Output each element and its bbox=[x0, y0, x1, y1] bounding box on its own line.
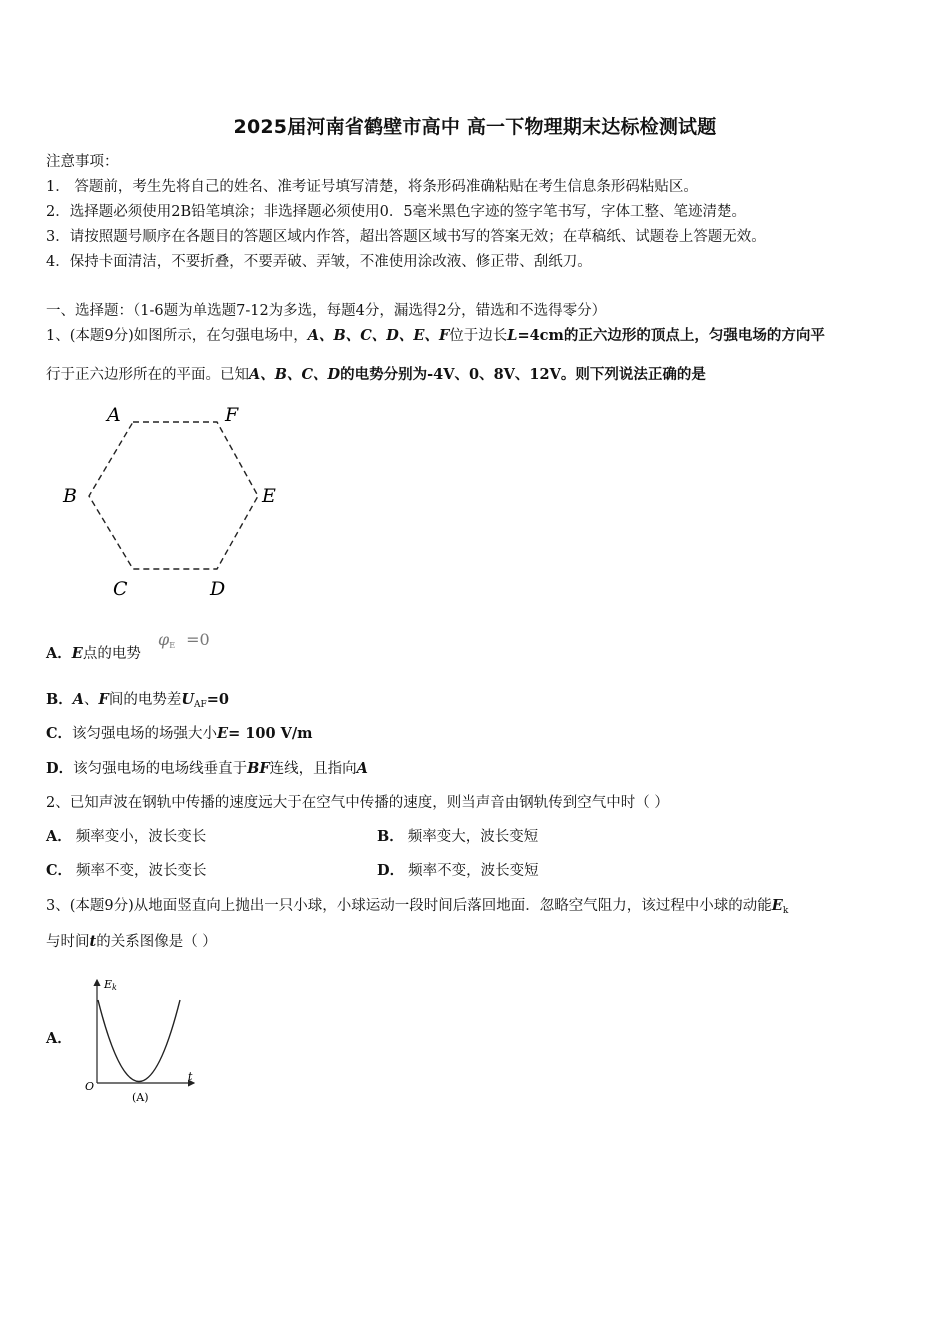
q1-option-b-eq: =0 bbox=[206, 691, 229, 708]
q1-option-c bbox=[46, 724, 313, 744]
q1-prefix: 1、(本题9分)如图所示，在匀强电场中， bbox=[46, 328, 308, 344]
q1-option-b-sep: 、 bbox=[84, 692, 99, 708]
q1-vertices: A、B、C、D、E、F bbox=[307, 327, 450, 344]
q2-option-a bbox=[46, 827, 206, 847]
q2-option-c-letter: C． bbox=[46, 862, 73, 879]
q1-line2-vertices: A、B、C、D bbox=[249, 366, 341, 383]
phi-equals: =0 bbox=[186, 630, 210, 649]
q1-option-d-var: BF bbox=[247, 760, 270, 777]
q1-option-b-letter: B． bbox=[46, 691, 73, 708]
q2-option-b-text: 频率变大，波长变短 bbox=[407, 829, 539, 845]
vertex-label-A: A bbox=[107, 404, 121, 426]
hexagon-figure bbox=[55, 395, 295, 610]
q1-option-b-var2: F bbox=[98, 691, 109, 708]
graph-ylabel: Ek bbox=[104, 978, 117, 992]
vertex-label-D: D bbox=[210, 578, 226, 600]
section-heading: 一、选择题：（1-6题为单选题7-12为多选，每题4分，漏选得2分，错选和不选得零分） bbox=[46, 303, 607, 319]
vertex-label-C: C bbox=[113, 578, 128, 600]
q1-option-c-value: = 100 V/m bbox=[228, 725, 313, 742]
q1-option-b bbox=[46, 690, 229, 715]
q3-stem-line1 bbox=[46, 896, 788, 921]
q3-t: t bbox=[89, 933, 97, 950]
q1-option-b-text: 间的电势差 bbox=[108, 692, 182, 708]
q1-option-b-U-sub: AF bbox=[193, 700, 207, 710]
graph-origin: O bbox=[85, 1080, 95, 1093]
q1-line2-rest: 的电势分别为-4V、0、8V、12V。则下列说法正确的是 bbox=[340, 366, 706, 383]
q3-Ek: E bbox=[771, 897, 783, 914]
q1-option-a-var: E bbox=[71, 645, 83, 662]
hexagon-shape bbox=[89, 422, 258, 569]
phi-symbol: φ bbox=[158, 630, 170, 649]
q1-option-d-letter: D． bbox=[46, 760, 74, 777]
q3-line2-prefix: 与时间 bbox=[46, 934, 90, 950]
q1-option-b-U: U bbox=[181, 691, 194, 708]
q2-option-b bbox=[377, 827, 538, 847]
q3-line2-rest: 的关系图像是（ ） bbox=[96, 934, 217, 950]
q2-option-c-text: 频率不变，波长变长 bbox=[76, 863, 207, 879]
q2-option-d-text: 频率不变，波长变短 bbox=[408, 863, 539, 879]
q3-option-a-letter: A． bbox=[46, 1030, 72, 1047]
q1-mid: 位于边长 bbox=[449, 328, 508, 344]
q2-option-d-letter: D． bbox=[377, 862, 405, 879]
graph-xlabel: t bbox=[188, 1070, 193, 1083]
notice-heading: 注意事项： bbox=[46, 154, 119, 170]
q1-line2-prefix: 行于正六边形所在的平面。已知 bbox=[46, 367, 249, 383]
q1-option-a bbox=[46, 644, 141, 664]
phi-subscript: E bbox=[169, 641, 176, 650]
notice-item-1: 1． 答题前，考生先将自己的姓名、准考证号填写清楚，将条形码准确粘贴在考生信息条形码粘贴区。 bbox=[46, 179, 698, 195]
q1-L: L bbox=[507, 327, 518, 344]
notice-item-4: 4．保持卡面清洁，不要折叠，不要弄破、弄皱，不准使用涂改液、修正带、刮纸刀。 bbox=[46, 254, 592, 270]
q2-option-d bbox=[377, 861, 539, 881]
q1-option-d-text2: 连线，且指向 bbox=[269, 761, 357, 777]
q1-option-c-text: 该匀强电场的场强大小 bbox=[72, 726, 218, 742]
q1-option-d bbox=[46, 759, 368, 779]
q3-graph-a bbox=[82, 968, 207, 1108]
notice-item-2: 2．选择题必须使用2B铅笔填涂；非选择题必须使用0．5毫米黑色字迹的签字笔书写，字体工整、笔迹清楚。 bbox=[46, 204, 747, 220]
q1-option-a-letter: A． bbox=[46, 645, 72, 662]
page-title: 2025届河南省鹤壁市高中 高一下物理期末达标检测试题 bbox=[233, 116, 717, 138]
q3-line1-text: 3、(本题9分)从地面竖直向上抛出一只小球，小球运动一段时间后落回地面．忽略空气阻力，该过程中小球的动能 bbox=[46, 898, 772, 914]
q2-option-b-letter: B． bbox=[377, 828, 404, 845]
vertex-label-B: B bbox=[63, 485, 77, 507]
q1-option-c-var: E bbox=[217, 725, 229, 742]
q1-option-d-text: 该匀强电场的电场线垂直于 bbox=[73, 761, 248, 777]
q1-stem-line1 bbox=[46, 326, 825, 346]
q1-option-a-text: 点的电势 bbox=[82, 646, 141, 662]
vertex-label-E: E bbox=[262, 485, 276, 507]
graph-caption: (A) bbox=[132, 1091, 149, 1104]
q2-stem: 2、已知声波在钢轨中传播的速度远大于在空气中传播的速度，则当声音由钢轨传到空气中时（ ） bbox=[46, 795, 669, 811]
q1-rest: =4cm的正六边形的顶点上，匀强电场的方向平 bbox=[517, 327, 825, 344]
q1-option-c-letter: C． bbox=[46, 725, 73, 742]
q1-option-d-var2: A bbox=[356, 760, 368, 777]
q1-stem-line2 bbox=[46, 365, 706, 385]
q3-Ek-sub: k bbox=[782, 906, 789, 916]
q1-option-a-formula bbox=[158, 630, 210, 650]
q1-option-b-var1: A bbox=[72, 691, 85, 708]
ek-curve bbox=[98, 1000, 180, 1082]
q2-option-a-letter: A． bbox=[46, 828, 72, 845]
q2-option-c bbox=[46, 861, 207, 881]
q2-option-a-text: 频率变小，波长变长 bbox=[75, 829, 207, 845]
notice-item-3: 3．请按照题号顺序在各题目的答题区域内作答，超出答题区域书写的答案无效；在草稿纸、试题卷上答题无效。 bbox=[46, 229, 766, 245]
q3-stem-line2 bbox=[46, 932, 217, 952]
vertex-label-F: F bbox=[225, 404, 239, 426]
